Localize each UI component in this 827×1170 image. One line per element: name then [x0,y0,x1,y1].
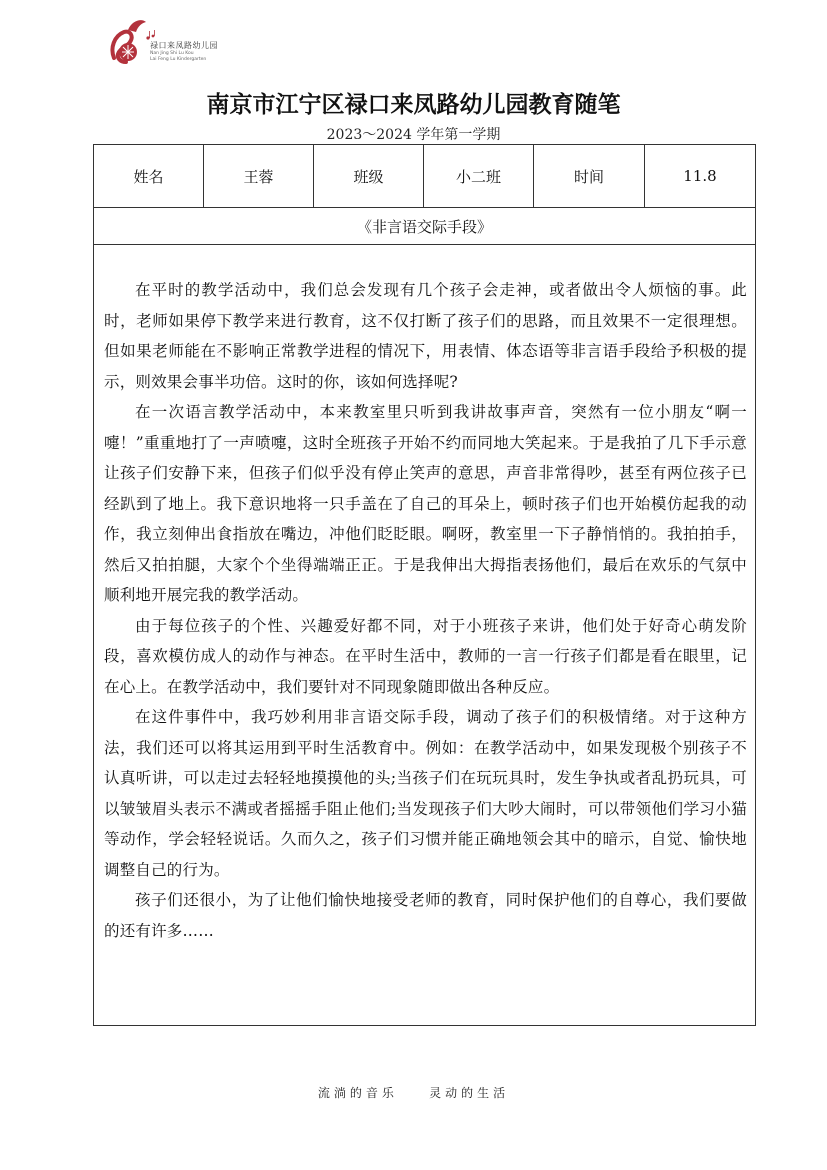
essay-content [94,245,755,946]
essay-paragraph: 孩子们还很小，为了让他们愉快地接受老师的教育，同时保护他们的自尊心，我们要做的还有许多…… [104,891,747,940]
essay-paragraph: 由于每位孩子的个性、兴趣爱好都不同，对于小班孩子来讲，他们处于好奇心萌发阶段，喜欢模仿成人的动作与神态。在平时生活中，教师的一言一行孩子们都是看在眼里，记在心上。在教学活动中，我们要针对不同现象随即做出各种反应。 [104,616,747,696]
essay-table [93,144,756,1026]
logo-chinese-name: 禄口来凤路幼儿园 [150,41,218,50]
essay-paragraph: 在这件事件中，我巧妙利用非言语交际手段，调动了孩子们的积极情绪。对于这种方法，我们还可以将其运用到平时生活教育中。例如：在教学活动中，如果发现极个别孩子不认真听讲，可以走过去轻轻地摸摸他的头;当孩子们在玩玩具时，发生争执或者乱扔玩具，可以皱皱眉头表示不满或者摇摇手阻止他们;当发现孩子们大吵大闹时，可以带领他们学习小猫等动作，学会轻轻说话。久而久之，孩子们习惯并能正确地领会其中的暗示，自觉、愉快地调整自己的行为。 [104,708,747,879]
essay-paragraph: 在一次语言教学活动中，本来教室里只听到我讲故事声音，突然有一位小朋友“啊一嚏！”重重地打了一声喷嚏，这时全班孩子开始不约而同地大笑起来。于是我拍了几下手示意让孩子们安静下来，但孩子们似乎没有停止笑声的意思，声音非常得吵，甚至有两位孩子已经趴到了地上。我下意识地将一只手盖在了自己的耳朵上，顿时孩子们也开始模仿起我的动作，我立刻伸出食指放在嘴边，冲他们眨眨眼。啊呀，教室里一下子静悄悄的。我拍拍手，然后又拍拍腿，大家个个坐得端端正正。于是我伸出大拇指表扬他们，最后在欢乐的气氛中顺利地开展完我的教学活动。 [104,403,747,604]
class-value: 小二班 [424,145,534,208]
semester-subtitle: 2023～2024 学年第一学期 [326,127,501,143]
topic-row [94,208,756,245]
class-label: 班级 [314,145,424,208]
info-header-row [94,145,756,208]
essay-paragraph: 在平时的教学活动中，我们总会发现有几个孩子会走神，或者做出令人烦恼的事。此时，老师如果停下教学来进行教育，这不仅打断了孩子们的思路，而且效果不一定很理想。但如果老师能在不影响正常教学进程的情况下，用表情、体态语等非言语手段给予积极的提示，则效果会事半功倍。这时的你，该如何选择呢? [104,281,747,391]
time-value: 11.8 [645,145,756,208]
footer-slogan: 流淌的音乐 灵动的生活 [317,1086,510,1100]
document-title: 南京市江宁区禄口来凤路幼儿园教育随笔 [206,92,621,118]
logo-english-line-2: Lai Feng Lu Kindergarten [150,57,207,62]
time-label: 时间 [534,145,645,208]
essay-body-cell [94,245,756,1026]
body-row [94,245,756,1026]
name-label: 姓名 [94,145,204,208]
essay-topic: 《非言语交际手段》 [94,208,756,245]
name-value: 王蓉 [204,145,314,208]
kindergarten-logo [108,14,238,70]
logo-english-line-1: Nan Jing Shi Lu Kou [150,51,194,56]
